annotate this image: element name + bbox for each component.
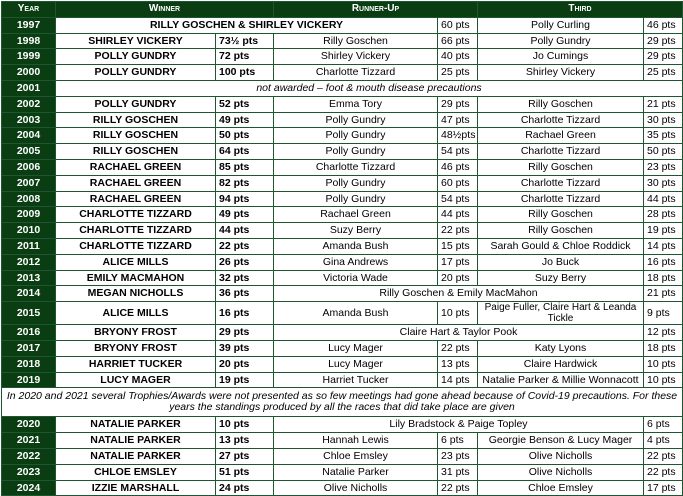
year-cell: 2007 bbox=[2, 175, 56, 191]
winner-cell: NATALIE PARKER bbox=[56, 433, 216, 449]
year-cell: 2017 bbox=[2, 340, 56, 356]
winner-points-cell: 85 pts bbox=[216, 159, 274, 175]
third-points-cell: 25 pts bbox=[644, 65, 683, 81]
third-cell: Sarah Gould & Chloe Roddick bbox=[478, 238, 644, 254]
winner-cell: POLLY GUNDRY bbox=[56, 49, 216, 65]
runner-up-cell: Suzy Berry bbox=[274, 223, 438, 239]
runner-up-cell: Olive Nicholls bbox=[274, 480, 438, 496]
runner-up-points-cell: 25 pts bbox=[438, 65, 478, 81]
winner-points-cell: 32 pts bbox=[216, 270, 274, 286]
year-cell: 2016 bbox=[2, 325, 56, 341]
third-cell: Rilly Goschen bbox=[478, 96, 644, 112]
third-points-cell: 10 pts bbox=[644, 372, 683, 388]
year-cell: 2022 bbox=[2, 448, 56, 464]
table-row bbox=[2, 33, 683, 49]
table-row bbox=[2, 340, 683, 356]
runner-up-cell: Amanda Bush bbox=[274, 238, 438, 254]
winner-points-cell: 16 pts bbox=[216, 302, 274, 325]
third-cell: Olive Nicholls bbox=[478, 448, 644, 464]
runner-up-cell: Natalie Parker bbox=[274, 464, 438, 480]
runner-up-cell: Charlotte Tizzard bbox=[274, 65, 438, 81]
runner-up-cell: Amanda Bush bbox=[274, 302, 438, 325]
runner-up-cell: Emma Tory bbox=[274, 96, 438, 112]
runner-up-points-cell: 31 pts bbox=[438, 464, 478, 480]
third-cell: Charlotte Tizzard bbox=[478, 191, 644, 207]
joint-runner-up-cell: Lily Bradstock & Paige Topley bbox=[274, 417, 644, 433]
third-points-cell: 17 pts bbox=[644, 480, 683, 496]
third-points-cell: 21 pts bbox=[644, 286, 683, 302]
winner-points-cell: 100 pts bbox=[216, 65, 274, 81]
third-cell: Rilly Goschen bbox=[478, 159, 644, 175]
runner-up-points-cell: 29 pts bbox=[438, 96, 478, 112]
winner-cell: POLLY GUNDRY bbox=[56, 65, 216, 81]
table-row bbox=[2, 128, 683, 144]
runner-up-points-cell: 47 pts bbox=[438, 112, 478, 128]
year-cell: 2000 bbox=[2, 65, 56, 81]
table-row bbox=[2, 417, 683, 433]
winner-points-cell: 94 pts bbox=[216, 191, 274, 207]
runner-up-cell: Rilly Goschen bbox=[274, 33, 438, 49]
winner-cell: HARRIET TUCKER bbox=[56, 356, 216, 372]
runner-up-cell: Hannah Lewis bbox=[274, 433, 438, 449]
winner-points-cell: 73½ pts bbox=[216, 33, 274, 49]
table-row bbox=[2, 238, 683, 254]
third-points-cell: 30 pts bbox=[644, 175, 683, 191]
third-points-cell: 29 pts bbox=[644, 49, 683, 65]
joint-winner-cell: RILLY GOSCHEN & SHIRLEY VICKERY bbox=[56, 17, 438, 33]
winner-cell: CHARLOTTE TIZZARD bbox=[56, 238, 216, 254]
winner-cell: RILLY GOSCHEN bbox=[56, 112, 216, 128]
winner-points-cell: 13 pts bbox=[216, 433, 274, 449]
third-cell: Shirley Vickery bbox=[478, 65, 644, 81]
third-points-cell: 19 pts bbox=[644, 223, 683, 239]
winner-points-cell: 22 pts bbox=[216, 238, 274, 254]
runner-up-points-cell: 54 pts bbox=[438, 191, 478, 207]
third-points-cell: 28 pts bbox=[644, 207, 683, 223]
table-row bbox=[2, 448, 683, 464]
winner-points-cell: 44 pts bbox=[216, 223, 274, 239]
winner-cell: BRYONY FROST bbox=[56, 340, 216, 356]
runner-up-cell: Polly Gundry bbox=[274, 144, 438, 160]
third-cell: Rilly Goschen bbox=[478, 223, 644, 239]
third-points-cell: 50 pts bbox=[644, 144, 683, 160]
winner-points-cell: 49 pts bbox=[216, 112, 274, 128]
year-cell: 2009 bbox=[2, 207, 56, 223]
third-cell: Claire Hardwick bbox=[478, 356, 644, 372]
third-cell: Charlotte Tizzard bbox=[478, 175, 644, 191]
third-points-cell: 30 pts bbox=[644, 112, 683, 128]
table-body bbox=[2, 17, 683, 496]
third-cell: Katy Lyons bbox=[478, 340, 644, 356]
third-points-cell: 22 pts bbox=[644, 464, 683, 480]
winner-points-cell: 39 pts bbox=[216, 340, 274, 356]
third-cell: Suzy Berry bbox=[478, 270, 644, 286]
table-row bbox=[2, 49, 683, 65]
runner-up-points-cell: 46 pts bbox=[438, 159, 478, 175]
year-cell: 2010 bbox=[2, 223, 56, 239]
table-row bbox=[2, 191, 683, 207]
winner-points-cell: 20 pts bbox=[216, 356, 274, 372]
table-row bbox=[2, 207, 683, 223]
runner-up-points-cell: 15 pts bbox=[438, 238, 478, 254]
year-cell: 2024 bbox=[2, 480, 56, 496]
year-cell: 2001 bbox=[2, 80, 56, 96]
third-points-cell: 18 pts bbox=[644, 340, 683, 356]
third-cell: Jo Cumings bbox=[478, 49, 644, 65]
winner-points-cell: 72 pts bbox=[216, 49, 274, 65]
winner-points-cell: 51 pts bbox=[216, 464, 274, 480]
runner-up-points-cell: 10 pts bbox=[438, 302, 478, 325]
runner-up-cell: Harriet Tucker bbox=[274, 372, 438, 388]
winner-points-cell: 26 pts bbox=[216, 254, 274, 270]
year-cell: 2011 bbox=[2, 238, 56, 254]
winner-cell: EMILY MACMAHON bbox=[56, 270, 216, 286]
table-row bbox=[2, 464, 683, 480]
winner-points-cell: 52 pts bbox=[216, 96, 274, 112]
note-cell: not awarded – foot & mouth disease precautions bbox=[56, 80, 683, 96]
winner-cell: POLLY GUNDRY bbox=[56, 96, 216, 112]
third-points-cell: 46 pts bbox=[644, 17, 683, 33]
winner-points-cell: 82 pts bbox=[216, 175, 274, 191]
third-points-cell: 35 pts bbox=[644, 128, 683, 144]
year-cell: 2003 bbox=[2, 112, 56, 128]
winner-cell: RACHAEL GREEN bbox=[56, 175, 216, 191]
winner-points-cell: 10 pts bbox=[216, 417, 274, 433]
runner-up-points-cell: 22 pts bbox=[438, 480, 478, 496]
runner-up-points-cell: 60 pts bbox=[438, 175, 478, 191]
runner-up-cell: Rachael Green bbox=[274, 207, 438, 223]
runner-up-cell: Chloe Emsley bbox=[274, 448, 438, 464]
table-row bbox=[2, 175, 683, 191]
third-points-cell: 12 pts bbox=[644, 325, 683, 341]
winner-cell: ALICE MILLS bbox=[56, 302, 216, 325]
third-points-cell: 6 pts bbox=[644, 417, 683, 433]
runner-up-cell: Polly Gundry bbox=[274, 128, 438, 144]
table-row bbox=[2, 17, 683, 33]
winner-cell: CHARLOTTE TIZZARD bbox=[56, 207, 216, 223]
winner-cell: MEGAN NICHOLLS bbox=[56, 286, 216, 302]
year-cell: 2020 bbox=[2, 417, 56, 433]
table-row bbox=[2, 65, 683, 81]
table-row bbox=[2, 480, 683, 496]
header-runner-up: Runner-Up bbox=[274, 2, 478, 18]
year-cell: 2019 bbox=[2, 372, 56, 388]
runner-up-cell: Victoria Wade bbox=[274, 270, 438, 286]
winner-cell: RILLY GOSCHEN bbox=[56, 144, 216, 160]
third-cell: Chloe Emsley bbox=[478, 480, 644, 496]
year-cell: 1999 bbox=[2, 49, 56, 65]
table-row bbox=[2, 223, 683, 239]
year-cell: 2006 bbox=[2, 159, 56, 175]
runner-up-points-cell: 6 pts bbox=[438, 433, 478, 449]
winner-points-cell: 29 pts bbox=[216, 325, 274, 341]
third-points-cell: 44 pts bbox=[644, 191, 683, 207]
header-winner: Winner bbox=[56, 2, 274, 18]
third-points-cell: 21 pts bbox=[644, 96, 683, 112]
runner-up-points-cell: 22 pts bbox=[438, 340, 478, 356]
year-cell: 1997 bbox=[2, 17, 56, 33]
year-cell: 2021 bbox=[2, 433, 56, 449]
runner-up-points-cell: 22 pts bbox=[438, 223, 478, 239]
winner-cell: SHIRLEY VICKERY bbox=[56, 33, 216, 49]
year-cell: 1998 bbox=[2, 33, 56, 49]
winner-points-cell: 27 pts bbox=[216, 448, 274, 464]
third-points-cell: 10 pts bbox=[644, 356, 683, 372]
third-cell: Paige Fuller, Claire Hart & Leanda Tickle bbox=[478, 302, 644, 325]
table-row bbox=[2, 144, 683, 160]
year-cell: 2018 bbox=[2, 356, 56, 372]
runner-up-cell: Polly Gundry bbox=[274, 191, 438, 207]
third-cell: Polly Gundry bbox=[478, 33, 644, 49]
runner-up-points-cell: 66 pts bbox=[438, 33, 478, 49]
winner-cell: CHARLOTTE TIZZARD bbox=[56, 223, 216, 239]
third-points-cell: 14 pts bbox=[644, 238, 683, 254]
winner-points-cell: 36 pts bbox=[216, 286, 274, 302]
year-cell: 2023 bbox=[2, 464, 56, 480]
winner-cell: CHLOE EMSLEY bbox=[56, 464, 216, 480]
header-third: Third bbox=[478, 2, 683, 18]
header-year: Year bbox=[2, 2, 56, 18]
runner-up-points-cell: 54 pts bbox=[438, 144, 478, 160]
runner-up-points-cell: 48½pts bbox=[438, 128, 478, 144]
winner-cell: RACHAEL GREEN bbox=[56, 159, 216, 175]
third-cell: Jo Buck bbox=[478, 254, 644, 270]
table-row bbox=[2, 96, 683, 112]
year-cell: 2004 bbox=[2, 128, 56, 144]
joint-runner-up-cell: Claire Hart & Taylor Pook bbox=[274, 325, 644, 341]
table-row bbox=[2, 286, 683, 302]
third-points-cell: 22 pts bbox=[644, 448, 683, 464]
table-row bbox=[2, 270, 683, 286]
runner-up-cell: Charlotte Tizzard bbox=[274, 159, 438, 175]
winner-points-cell: 19 pts bbox=[216, 372, 274, 388]
winner-cell: IZZIE MARSHALL bbox=[56, 480, 216, 496]
third-cell: Georgie Benson & Lucy Mager bbox=[478, 433, 644, 449]
third-points-cell: 29 pts bbox=[644, 33, 683, 49]
third-points-cell: 4 pts bbox=[644, 433, 683, 449]
winner-cell: ALICE MILLS bbox=[56, 254, 216, 270]
third-cell: Natalie Parker & Millie Wonnacott bbox=[478, 372, 644, 388]
runner-up-cell: Polly Gundry bbox=[274, 112, 438, 128]
table-row bbox=[2, 433, 683, 449]
winner-cell: NATALIE PARKER bbox=[56, 448, 216, 464]
covid-note: In 2020 and 2021 several Trophies/Awards were not presented as so few meetings had gone ahead because of Covid-19 precautions. For these years the standings produced by all the races that did take place are given bbox=[2, 388, 683, 417]
winner-cell: BRYONY FROST bbox=[56, 325, 216, 341]
joint-runner-up-cell: Rilly Goschen & Emily MacMahon bbox=[274, 286, 644, 302]
winner-points-cell: 50 pts bbox=[216, 128, 274, 144]
year-cell: 2015 bbox=[2, 302, 56, 325]
table-row bbox=[2, 302, 683, 325]
table-row bbox=[2, 356, 683, 372]
runner-up-points-cell: 20 pts bbox=[438, 270, 478, 286]
winner-cell: RACHAEL GREEN bbox=[56, 191, 216, 207]
third-points-cell: 18 pts bbox=[644, 270, 683, 286]
year-cell: 2002 bbox=[2, 96, 56, 112]
third-points-cell: 23 pts bbox=[644, 159, 683, 175]
runner-up-cell: Gina Andrews bbox=[274, 254, 438, 270]
runner-up-cell: Shirley Vickery bbox=[274, 49, 438, 65]
table-row bbox=[2, 325, 683, 341]
table-row bbox=[2, 159, 683, 175]
runner-up-points-cell: 17 pts bbox=[438, 254, 478, 270]
header-row bbox=[2, 2, 683, 18]
table-row bbox=[2, 80, 683, 96]
runner-up-cell: Lucy Mager bbox=[274, 356, 438, 372]
table-row bbox=[2, 112, 683, 128]
year-cell: 2008 bbox=[2, 191, 56, 207]
third-cell: Olive Nicholls bbox=[478, 464, 644, 480]
runner-up-cell: Polly Gundry bbox=[274, 175, 438, 191]
third-cell: Rilly Goschen bbox=[478, 207, 644, 223]
third-cell: Charlotte Tizzard bbox=[478, 144, 644, 160]
third-cell: Polly Curling bbox=[478, 17, 644, 33]
year-cell: 2005 bbox=[2, 144, 56, 160]
table-row bbox=[2, 388, 683, 417]
runner-up-points-cell: 13 pts bbox=[438, 356, 478, 372]
year-cell: 2013 bbox=[2, 270, 56, 286]
winner-points-cell: 24 pts bbox=[216, 480, 274, 496]
table-row bbox=[2, 254, 683, 270]
results-table bbox=[1, 1, 683, 496]
year-cell: 2012 bbox=[2, 254, 56, 270]
year-cell: 2014 bbox=[2, 286, 56, 302]
table-row bbox=[2, 372, 683, 388]
winner-points-cell: 64 pts bbox=[216, 144, 274, 160]
third-points-cell: 16 pts bbox=[644, 254, 683, 270]
winner-cell: RILLY GOSCHEN bbox=[56, 128, 216, 144]
runner-up-points-cell: 44 pts bbox=[438, 207, 478, 223]
runner-up-points-cell: 14 pts bbox=[438, 372, 478, 388]
runner-up-cell: Lucy Mager bbox=[274, 340, 438, 356]
third-cell: Charlotte Tizzard bbox=[478, 112, 644, 128]
winner-points-cell: 49 pts bbox=[216, 207, 274, 223]
runner-up-points-cell: 60 pts bbox=[438, 17, 478, 33]
runner-up-points-cell: 40 pts bbox=[438, 49, 478, 65]
third-cell: Rachael Green bbox=[478, 128, 644, 144]
winner-cell: NATALIE PARKER bbox=[56, 417, 216, 433]
winner-cell: LUCY MAGER bbox=[56, 372, 216, 388]
third-points-cell: 9 pts bbox=[644, 302, 683, 325]
runner-up-points-cell: 23 pts bbox=[438, 448, 478, 464]
